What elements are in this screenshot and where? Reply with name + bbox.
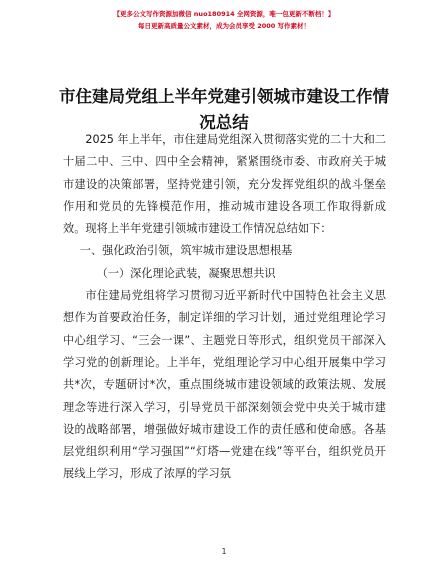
section-heading: 一、强化政治引领，筑牢城市建设思想根基 [79,244,293,258]
document-body [63,129,386,486]
subsection-heading: （一）深化理论武装，凝聚思想共识 [96,266,276,280]
page-number: 1 [221,547,227,556]
promo-line-2: 每日更新高质量公文素材，成为会员享受 2000 写作素材！ [137,22,311,30]
document-title: 市住建局党组上半年党建引领城市建设工作情况总结 [59,87,389,132]
promo-line-1: 【更多公文写作资源加微信 nuo180914 全网资源，唯一包更新不断档！】 [113,10,335,18]
intro-paragraph: 2025 年上半年，市住建局党组深入贯彻落实党的二十大和二十届二中、三中、四中全会精神，紧紧围绕市委、市政府关于城市建设的决策部署，坚持党建引领，充分发挥党组织的战斗堡垒作用和党员的先锋模范作用，推动城市建设各项工作取得新成效。现将上半年党建引领城市建设工作情况总结如下： [63,133,386,236]
promo-banner [0,8,448,32]
body-paragraph: 市住建局党组将学习贯彻习近平新时代中国特色社会主义思想作为首要政治任务，制定详细的学习计划，通过党组理论学习中心组学习、“三会一课”、主题党日等形式，组织党员干部深入学习党的创新理论。上半年，党组理论学习中心组开展集中学习共*次，专题研讨*次，重点围绕城市建设领域的政策法规、发展理念等进行深入学习，引导党员干部深刻领会党中央关于城市建设的战略部署，增强做好城市建设工作的责任感和使命感。各基层党组织利用“学习强国”“灯塔—党建在线”等平台，组织党员开展线上学习，形成了浓厚的学习氛 [63,289,386,481]
